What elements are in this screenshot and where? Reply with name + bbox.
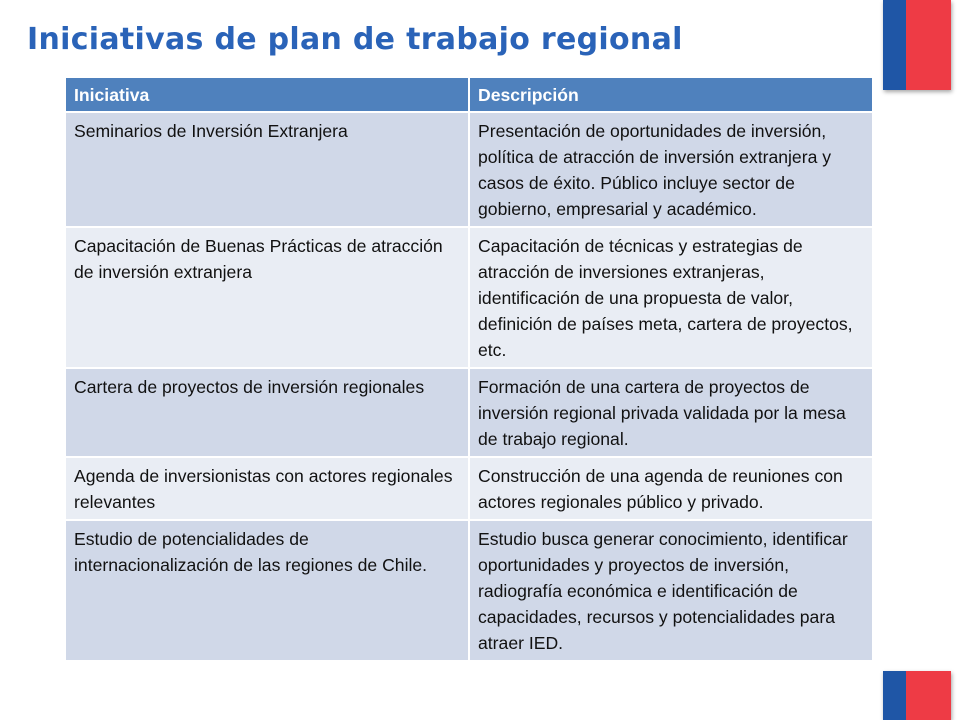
description-cell: Capacitación de técnicas y estrategias de atracción de inversiones extranjeras, identificación de una propuesta de valor, definición de países meta, cartera de proyectos, etc. [469,227,873,368]
chile-flag-logo-top [883,0,951,90]
initiatives-table [64,76,874,662]
table-header-row [65,77,873,112]
initiative-cell: Capacitación de Buenas Prácticas de atracción de inversión extranjera [65,227,469,368]
initiative-cell: Estudio de potencialidades de internacionalización de las regiones de Chile. [65,520,469,661]
table-row [65,457,873,520]
table-row [65,368,873,457]
column-header-iniciativa: Iniciativa [65,77,469,112]
description-cell: Formación de una cartera de proyectos de inversión regional privada validada por la mesa de trabajo regional. [469,368,873,457]
column-header-descripcion: Descripción [469,77,873,112]
flag-red-stripe [906,0,951,90]
chile-flag-logo-bottom [883,671,951,720]
flag-blue-stripe [883,0,906,90]
flag-blue-stripe [883,671,906,720]
table-row [65,112,873,227]
flag-red-stripe [906,671,951,720]
initiative-cell: Agenda de inversionistas con actores regionales relevantes [65,457,469,520]
description-cell: Estudio busca generar conocimiento, identificar oportunidades y proyectos de inversión, radiografía económica e identificación de capacidades, recursos y potencialidades para atraer IED. [469,520,873,661]
table-row [65,227,873,368]
slide-title: Iniciativas de plan de trabajo regional [27,22,683,57]
description-cell: Construcción de una agenda de reuniones con actores regionales público y privado. [469,457,873,520]
table-row [65,520,873,661]
description-cell: Presentación de oportunidades de inversión, política de atracción de inversión extranjera y casos de éxito. Público incluye sector de gobierno, empresarial y académico. [469,112,873,227]
initiative-cell: Seminarios de Inversión Extranjera [65,112,469,227]
initiative-cell: Cartera de proyectos de inversión regionales [65,368,469,457]
